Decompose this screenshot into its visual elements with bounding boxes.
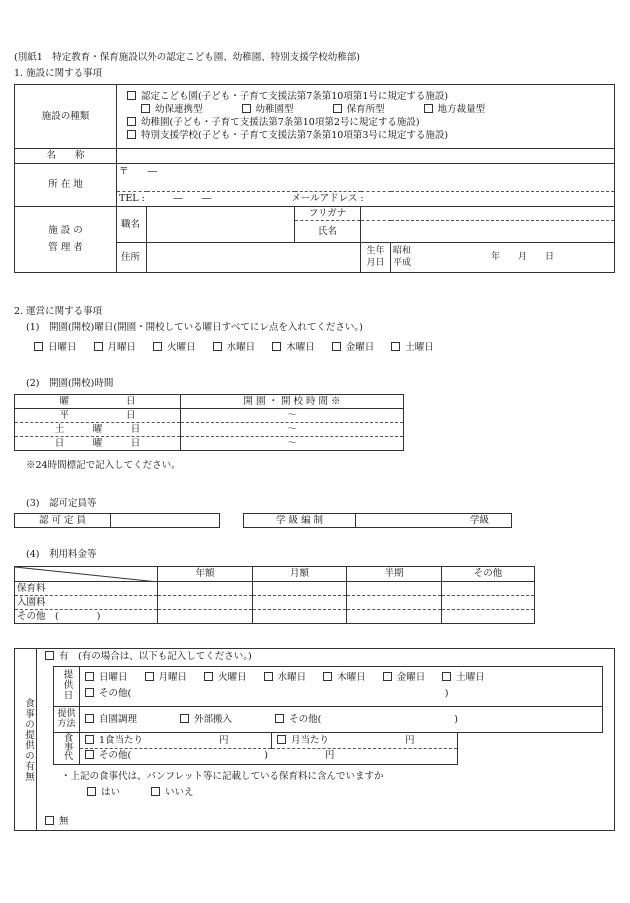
type-option-youchien[interactable]: 幼稚園(子ども・子育て支援法第7条第10項第2号に規定する施設) <box>127 117 612 130</box>
meal-label: 食事の提供の有無 <box>15 649 37 830</box>
fee-cell[interactable] <box>347 610 442 624</box>
fee-head-year: 年額 <box>158 567 253 582</box>
fullname-field[interactable] <box>361 221 615 243</box>
fee-row-label: 入園料 <box>15 596 158 610</box>
fee-head-half: 半期 <box>347 567 442 582</box>
method-own[interactable]: 自園調理 <box>85 714 137 725</box>
meal-yes-option[interactable]: 有 (有の場合は、以下も記入してください。) <box>45 651 252 664</box>
hours-row-label: 日 曜 日 <box>15 437 181 451</box>
hours-table <box>14 394 404 451</box>
checkbox[interactable] <box>264 672 273 681</box>
checkbox[interactable] <box>277 735 286 744</box>
fee-cell[interactable] <box>347 596 442 610</box>
address-label-mgr: 住所 <box>117 243 147 273</box>
q2-heading: (2) 開園(開校)時間 <box>26 378 114 389</box>
meal-days-label: 提供日 <box>54 667 80 707</box>
fee-cell[interactable] <box>158 596 253 610</box>
diagonal-line <box>15 567 158 582</box>
hours-row-field[interactable]: ～ <box>181 409 404 423</box>
meal-no-option[interactable]: 無 <box>45 816 69 829</box>
meal-section <box>14 648 615 831</box>
checkbox[interactable] <box>272 342 281 351</box>
fee-row-label: 保育料 <box>15 582 158 596</box>
checkbox[interactable] <box>85 750 94 759</box>
checkbox[interactable] <box>87 787 96 796</box>
checkbox[interactable] <box>424 104 433 113</box>
fee-cell[interactable] <box>158 610 253 624</box>
answer-yes[interactable]: はい <box>87 787 120 798</box>
fee-head-other: その他 <box>442 567 535 582</box>
checkbox[interactable] <box>85 688 94 697</box>
hours-row-field[interactable]: ～ <box>181 423 404 437</box>
fee-head-month: 月額 <box>253 567 347 582</box>
hours-row-field[interactable]: ～ <box>181 437 404 451</box>
checkbox[interactable] <box>151 787 160 796</box>
dob-label: 生年 月日 <box>361 243 391 273</box>
type-option-kodomoen[interactable]: 認定こども園(子ども・子育て支援法第7条第10項第1号に規定する施設) <box>127 91 612 104</box>
checkbox[interactable] <box>145 672 154 681</box>
included-question: ・上記の食事代は、パンフレット等に記載している保育料に含んでいますか <box>61 771 384 782</box>
day-sun[interactable]: 日曜日 <box>34 342 77 353</box>
checkbox[interactable] <box>213 342 222 351</box>
hours-row-label: 土 曜 日 <box>15 423 181 437</box>
name-label: 名 称 <box>15 149 117 164</box>
method-other[interactable]: その他( ) <box>275 714 458 725</box>
day-tue[interactable]: 火曜日 <box>153 342 196 353</box>
era-label: 昭和 平成 <box>393 246 412 268</box>
subtype-options <box>127 104 612 117</box>
day-wed[interactable]: 水曜日 <box>213 342 256 353</box>
fee-cell[interactable] <box>253 596 347 610</box>
meal-day-wed[interactable]: 水曜日 <box>264 672 307 683</box>
meal-cost-label: 食事代 <box>54 733 80 765</box>
dob-field[interactable] <box>391 243 615 273</box>
fee-cell[interactable] <box>158 582 253 596</box>
included-answers <box>87 787 194 800</box>
checkbox[interactable] <box>127 117 136 126</box>
capacity-label: 認 可 定 員 <box>15 514 111 528</box>
facility-table <box>14 84 615 273</box>
checkbox[interactable] <box>127 91 136 100</box>
document-header: (別紙1 特定教育・保育施設以外の認定こども園、幼稚園、特別支援学校幼稚部) <box>14 52 360 63</box>
checkbox[interactable] <box>383 672 392 681</box>
fee-cell[interactable] <box>347 582 442 596</box>
capacity-table <box>14 513 220 528</box>
checkbox[interactable] <box>45 816 54 825</box>
cost-per-meal[interactable]: 1食当たり 円 <box>80 733 272 749</box>
meal-day-sat[interactable]: 土曜日 <box>442 672 485 683</box>
checkbox[interactable] <box>180 714 189 723</box>
meal-day-other[interactable]: その他( ) <box>85 688 600 701</box>
fee-cell[interactable] <box>442 582 535 596</box>
checkbox[interactable] <box>332 342 341 351</box>
capacity-field[interactable] <box>111 514 220 528</box>
checkbox[interactable] <box>85 672 94 681</box>
ymd-label: 年 月 日 <box>491 252 555 262</box>
checkbox[interactable] <box>204 672 213 681</box>
post-field[interactable] <box>147 207 295 243</box>
fullname-label: 氏名 <box>295 221 361 243</box>
meal-detail-table <box>53 666 603 765</box>
q1-heading: (1) 開園(開校)曜日(開園・開校している曜日すべてにレ点を入れてください。) <box>26 322 363 333</box>
email-label: メールアドレス : <box>291 193 364 205</box>
contact-field[interactable]: TEL : ― ― メールアドレス : <box>117 192 615 207</box>
classes-field[interactable]: 学級 <box>356 514 512 528</box>
checkbox[interactable] <box>85 714 94 723</box>
subtype-1[interactable]: 幼保連携型 <box>141 104 203 115</box>
fee-cell[interactable] <box>442 610 535 624</box>
classes-label: 学 級 編 制 <box>244 514 356 528</box>
checkbox[interactable] <box>127 130 136 139</box>
name-field[interactable] <box>117 149 615 164</box>
meal-method-label: 提供方法 <box>54 707 80 733</box>
subtype-2[interactable]: 幼稚園型 <box>242 104 294 115</box>
hours-head-time: 開 園 ・ 開 校 時 間 ※ <box>181 395 404 409</box>
method-outside[interactable]: 外部搬入 <box>180 714 232 725</box>
day-mon[interactable]: 月曜日 <box>94 342 137 353</box>
section1-title: 1. 施設に関する事項 <box>14 68 103 79</box>
day-fri[interactable]: 金曜日 <box>332 342 375 353</box>
meal-day-fri[interactable]: 金曜日 <box>383 672 426 683</box>
days-checklist <box>34 342 434 355</box>
day-thu[interactable]: 木曜日 <box>272 342 315 353</box>
subtype-4[interactable]: 地方裁量型 <box>424 104 486 115</box>
meal-day-tue[interactable]: 火曜日 <box>204 672 247 683</box>
checkbox[interactable] <box>323 672 332 681</box>
fee-cell[interactable] <box>442 596 535 610</box>
checkbox[interactable] <box>45 651 54 660</box>
type-option-tokubetsu[interactable]: 特別支援学校(子ども・子育て支援法第7条第10項第3号に規定する施設) <box>127 130 612 143</box>
postal-field[interactable]: 〒 ― <box>117 164 615 192</box>
checkbox[interactable] <box>333 104 342 113</box>
q4-heading: (4) 利用料金等 <box>26 549 97 560</box>
facility-type-label: 施設の種類 <box>15 85 117 149</box>
manager-label: 施 設 の 管 理 者 <box>15 207 117 273</box>
classes-table <box>243 513 512 528</box>
meal-days-checklist <box>85 672 600 685</box>
fee-row-label: その他 ( ) <box>15 610 158 624</box>
answer-no[interactable]: いいえ <box>151 787 194 798</box>
cost-other[interactable]: その他( ) 円 <box>80 748 458 764</box>
checkbox[interactable] <box>391 342 400 351</box>
checkbox[interactable] <box>94 342 103 351</box>
fees-diagonal-cell <box>15 567 158 582</box>
section2-title: 2. 運営に関する事項 <box>14 306 103 317</box>
fees-table <box>14 566 535 624</box>
hours-head-day: 曜 日 <box>15 395 181 409</box>
checkbox[interactable] <box>141 104 150 113</box>
fee-cell[interactable] <box>253 582 347 596</box>
checkbox[interactable] <box>85 735 94 744</box>
post-label: 職名 <box>117 207 147 243</box>
q3-heading: (3) 認可定員等 <box>26 498 97 509</box>
cost-per-month[interactable]: 月当たり 円 <box>272 733 458 749</box>
hours-row-label: 平 日 <box>15 409 181 423</box>
checkbox[interactable] <box>34 342 43 351</box>
checkbox[interactable] <box>242 104 251 113</box>
mgr-address-field[interactable] <box>147 243 361 273</box>
day-sat[interactable]: 土曜日 <box>391 342 434 353</box>
address-label: 所 在 地 <box>15 164 117 207</box>
meal-day-mon[interactable]: 月曜日 <box>145 672 188 683</box>
subtype-3[interactable]: 保育所型 <box>333 104 385 115</box>
furigana-label: フリガナ <box>295 207 361 221</box>
furigana-field[interactable] <box>361 207 615 221</box>
fee-cell[interactable] <box>253 610 347 624</box>
checkbox[interactable] <box>442 672 451 681</box>
checkbox[interactable] <box>153 342 162 351</box>
meal-day-thu[interactable]: 木曜日 <box>323 672 366 683</box>
meal-day-sun[interactable]: 日曜日 <box>85 672 128 683</box>
checkbox[interactable] <box>275 714 284 723</box>
hours-note: ※24時間標記で記入してください。 <box>26 460 181 471</box>
